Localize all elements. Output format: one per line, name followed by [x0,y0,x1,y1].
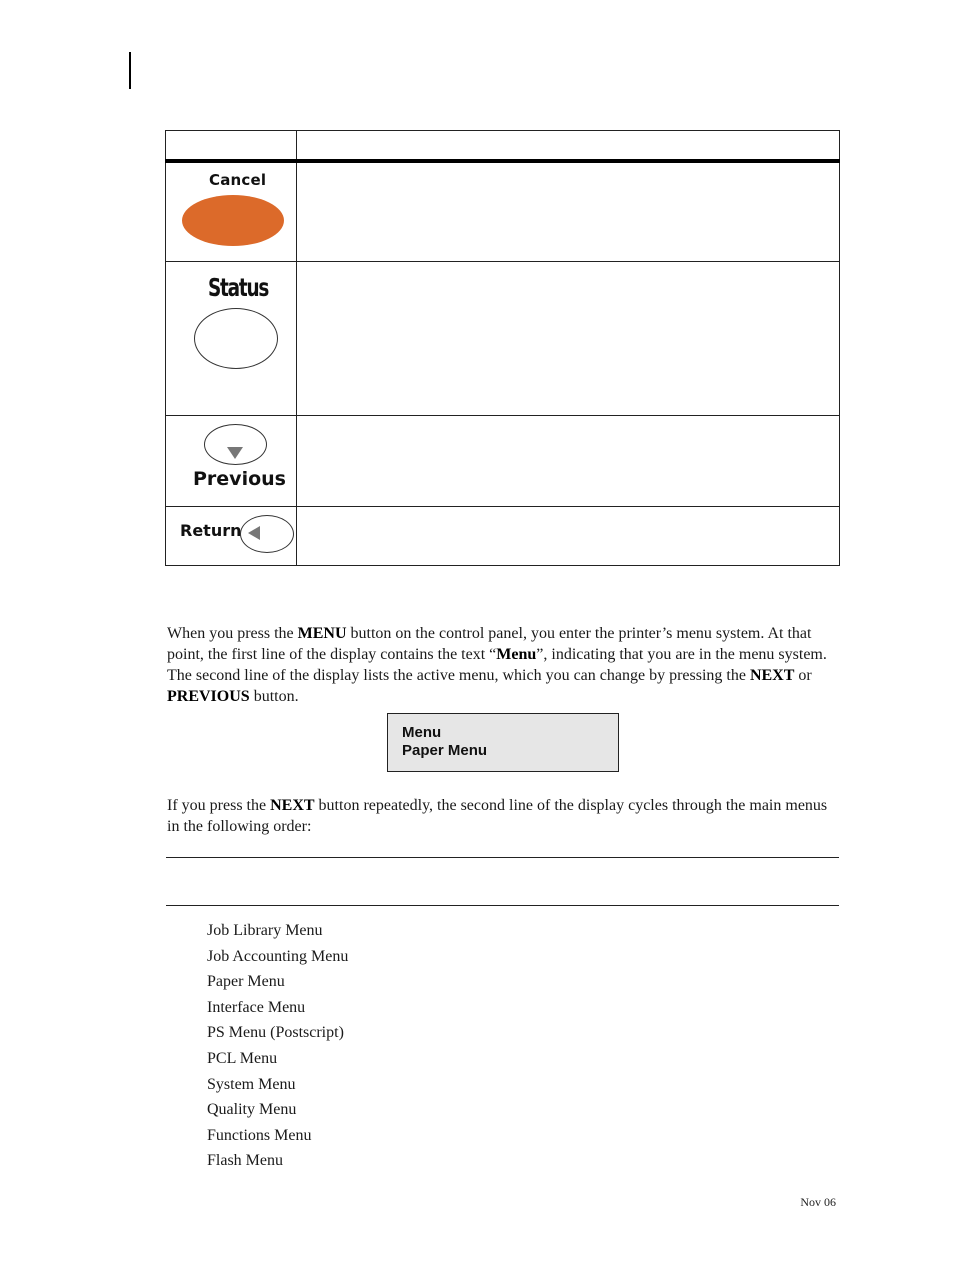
cancel-button-cell [166,161,297,261]
table-header-row [166,131,840,162]
status-button-cell [166,261,297,415]
previous-description [297,415,840,506]
display-line-1: Menu [402,724,442,741]
text-run: button on the control panel, you enter the printer’s menu system. At that point, the first line of the display contains the text “ [167,625,812,663]
text-run: If you press the [167,797,271,814]
previous-button-cell [166,415,297,506]
list-item: System Menu [207,1075,296,1093]
cancel-description [297,161,840,261]
text-run: button repeatedly, the second line of the display cycles through the main menus in the following order: [167,797,828,835]
list-item: Quality Menu [207,1101,297,1119]
list-item: Functions Menu [207,1126,312,1144]
list-item: PS Menu (Postscript) [207,1024,344,1042]
list-item: Flash Menu [207,1152,283,1170]
table-header-description [297,131,840,162]
return-button-label: Return [180,520,242,540]
margin-change-bar [129,52,131,89]
next-cycle-paragraph [167,795,839,837]
previous-keyword: PREVIOUS [167,688,250,705]
text-run: When you press the [167,625,298,642]
menu-keyword: MENU [297,625,347,642]
status-button-icon [194,308,278,369]
return-description [297,506,840,565]
control-panel-buttons-table [165,130,840,566]
left-arrow-icon [248,526,260,540]
cancel-button-label: Cancel [209,171,267,189]
footer-date: Nov 06 [800,1195,836,1209]
list-item: Paper Menu [207,973,285,991]
next-keyword: NEXT [749,667,795,684]
down-arrow-icon [227,447,243,459]
list-item: PCL Menu [207,1049,278,1067]
cancel-button-icon [182,195,284,246]
table-row [166,161,840,261]
display-line-2: Paper Menu [402,742,488,759]
table-row [166,506,840,565]
list-item: Job Accounting Menu [207,947,349,965]
text-run: ”, indicating that you are in the menu system. The second line of the display lists the active menu, which you can change by pressing the [167,646,827,684]
divider [166,905,839,906]
status-description [297,261,840,415]
previous-button-label: Previous [193,467,286,490]
text-run: or [794,667,812,684]
table-row [166,415,840,506]
lcd-display-example [387,713,619,772]
menu-text-keyword: Menu [496,646,537,663]
table-row [166,261,840,415]
return-button-cell [166,506,297,565]
list-item: Interface Menu [207,998,306,1016]
table-header-button [166,131,297,162]
next-keyword: NEXT [270,797,315,814]
divider [166,857,839,858]
status-button-label: Status [208,272,269,302]
main-menu-order-list [207,918,348,1174]
list-item: Job Library Menu [207,922,323,939]
menu-intro-paragraph [167,623,839,707]
text-run: button. [249,688,299,705]
